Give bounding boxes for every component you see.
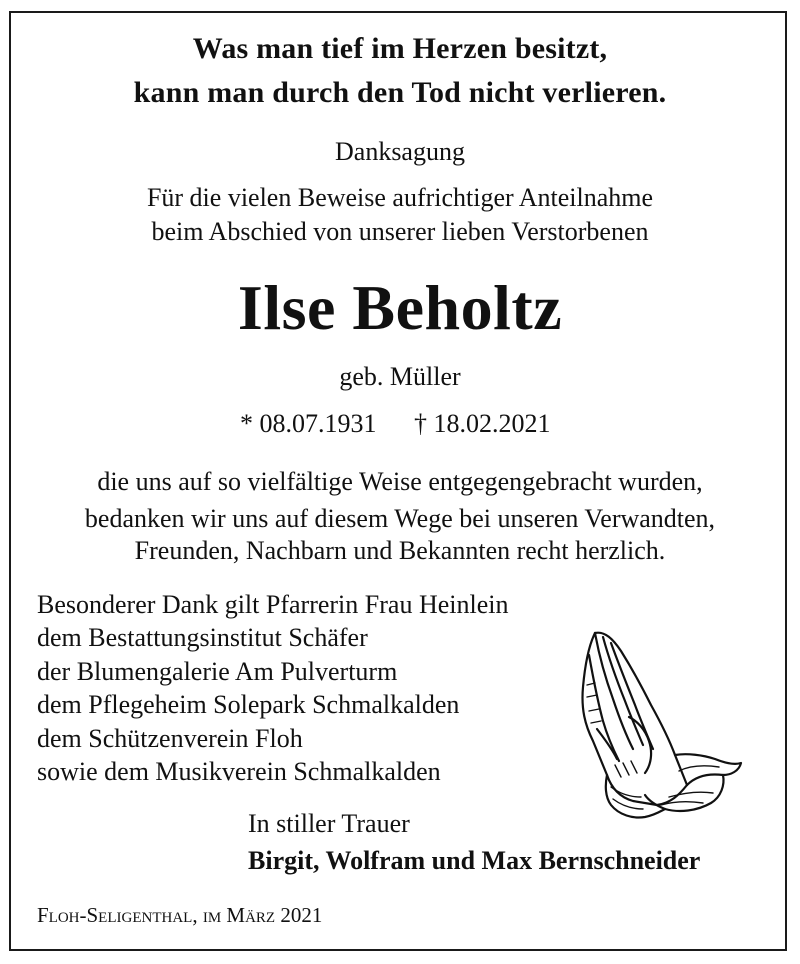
body-line-1: die uns auf so vielfältige Weise entgegengebracht wurden, — [97, 467, 703, 496]
intro-line-1: Für die vielen Beweise aufrichtiger Anteilnahme — [146, 183, 654, 212]
thanks-line: dem Bestattungsinstitut Schäfer — [37, 623, 368, 652]
birth-date: * 08.07.1931 — [240, 409, 377, 438]
signatories: Birgit, Wolfram und Max Bernschneider — [248, 846, 701, 875]
place-and-date: Floh-Seligenthal, im März 2021 — [37, 903, 323, 927]
thanks-line: der Blumengalerie Am Pulverturm — [37, 657, 398, 686]
thanks-line: Besonderer Dank gilt Pfarrerin Frau Heinlein — [37, 590, 509, 619]
thanks-line: sowie dem Musikverein Schmalkalden — [37, 757, 441, 786]
body-line-2: bedanken wir uns auf diesem Wege bei unseren Verwandten, — [84, 504, 716, 533]
motto-line-2: kann man durch den Tod nicht verlieren. — [133, 76, 667, 109]
body-line-3: Freunden, Nachbarn und Bekannten recht herzlich. — [134, 536, 666, 565]
death-date: † 18.02.2021 — [414, 409, 551, 438]
motto-line-1: Was man tief im Herzen besitzt, — [192, 32, 608, 65]
closing-phrase: In stiller Trauer — [248, 809, 410, 838]
intro-line-2: beim Abschied von unserer lieben Verstorbenen — [151, 217, 649, 246]
heading: Danksagung — [335, 137, 465, 166]
thanks-line: dem Schützenverein Floh — [37, 724, 303, 753]
thanks-line: dem Pflegeheim Solepark Schmalkalden — [37, 690, 460, 719]
praying-hands-icon — [575, 625, 745, 825]
maiden-name: geb. Müller — [339, 362, 461, 391]
deceased-name: Ilse Beholtz — [237, 272, 563, 343]
